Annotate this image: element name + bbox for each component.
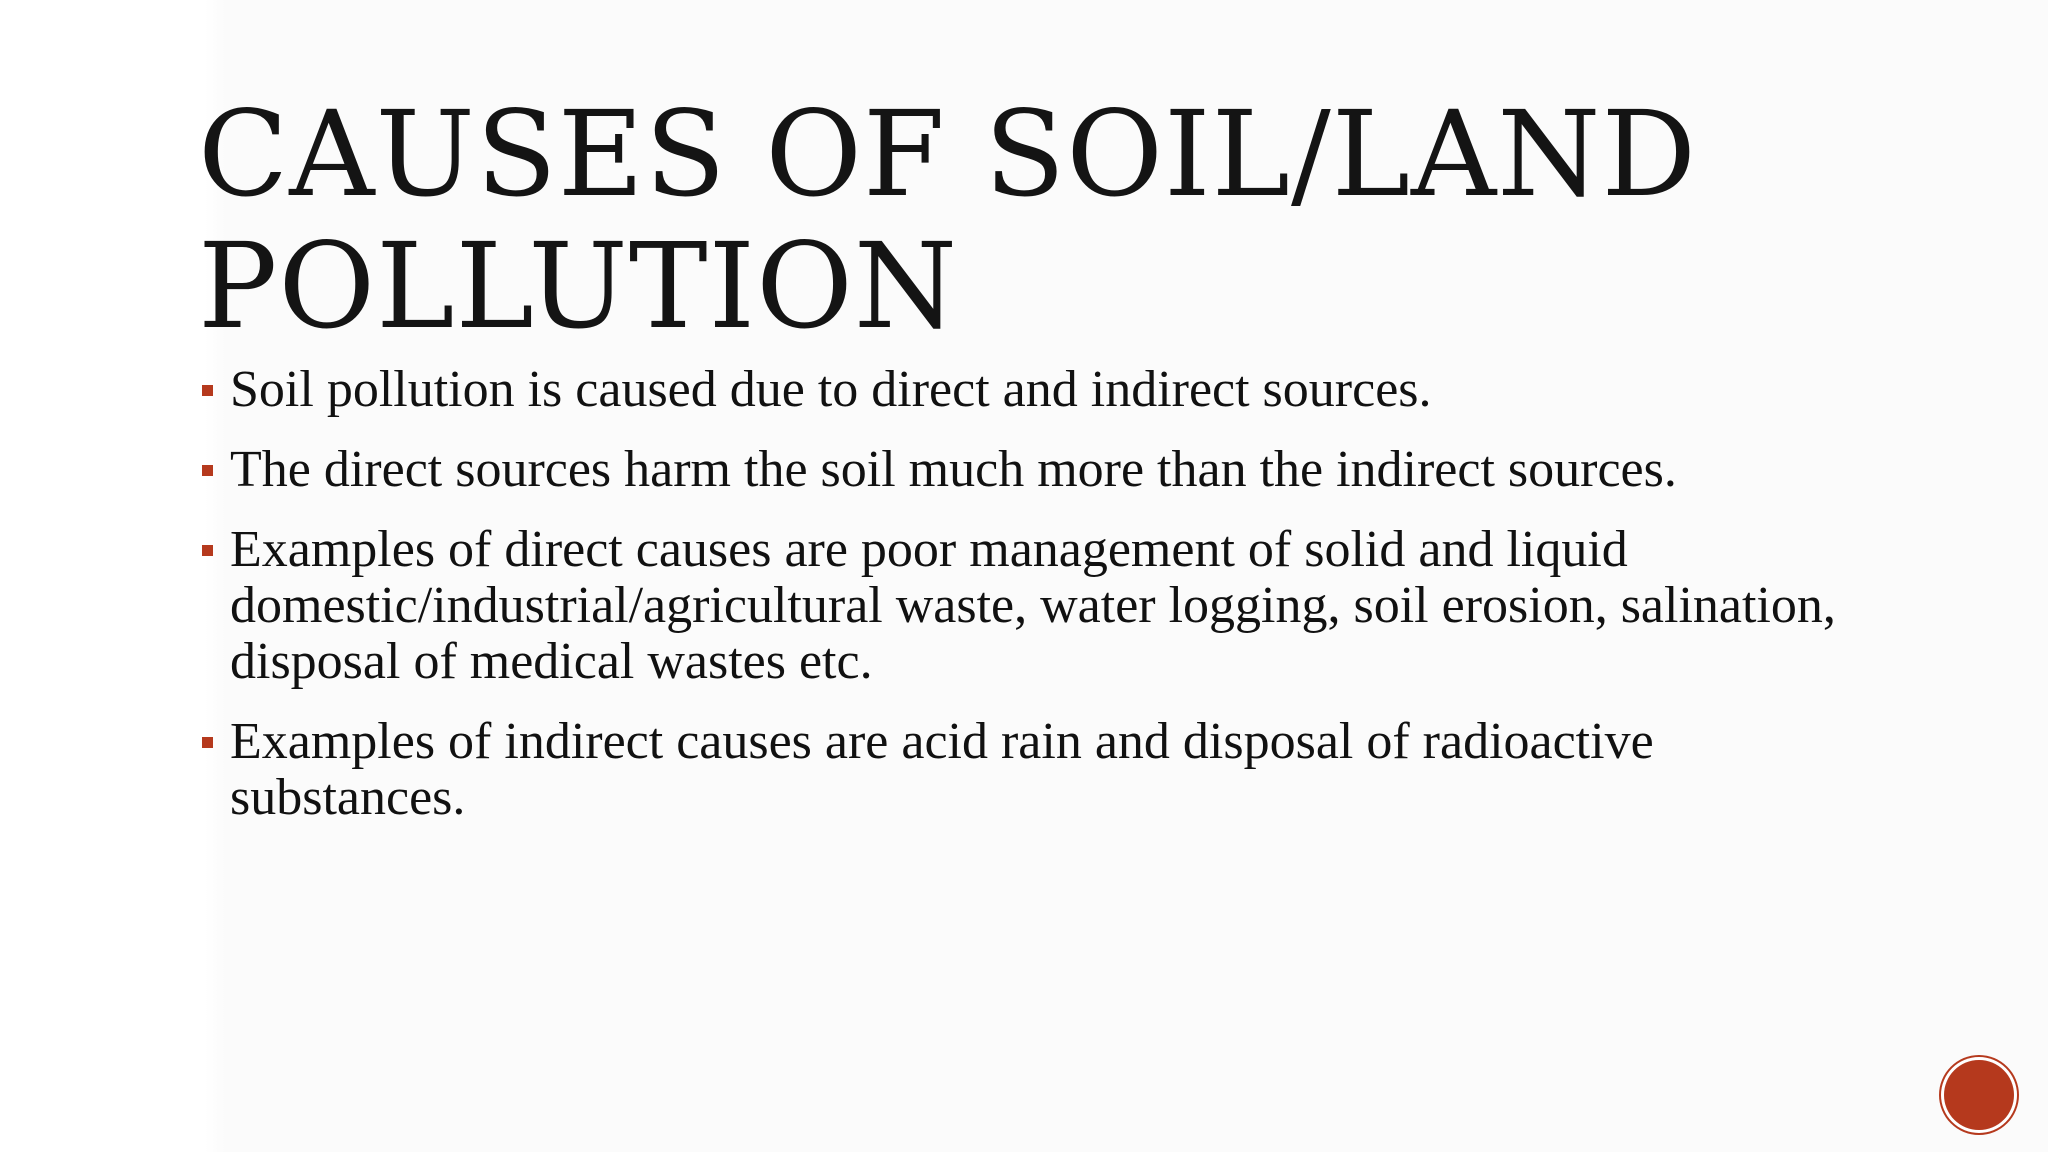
bullet-text: Examples of direct causes are poor management of solid and liquid domestic/industrial/agricultural waste, water logging, soil erosion, salination, disposal of medical wastes etc.	[230, 521, 1836, 690]
bullet-text: Soil pollution is caused due to direct and indirect sources.	[230, 361, 1432, 418]
square-bullet-icon	[202, 737, 213, 748]
bullet-list	[198, 362, 1898, 850]
square-bullet-icon	[202, 545, 213, 556]
square-bullet-icon	[202, 465, 213, 476]
bullet-item	[198, 362, 1898, 418]
bullet-item	[198, 522, 1898, 690]
circle-nav-icon[interactable]	[1944, 1060, 2014, 1130]
slide-title: CAUSES OF SOIL/LAND POLLUTION	[198, 85, 1698, 355]
bullet-text: The direct sources harm the soil much more than the indirect sources.	[230, 441, 1677, 498]
bullet-item	[198, 714, 1898, 826]
bullet-item	[198, 442, 1898, 498]
bullet-text: Examples of indirect causes are acid rain and disposal of radioactive substances.	[230, 713, 1654, 826]
square-bullet-icon	[202, 385, 213, 396]
